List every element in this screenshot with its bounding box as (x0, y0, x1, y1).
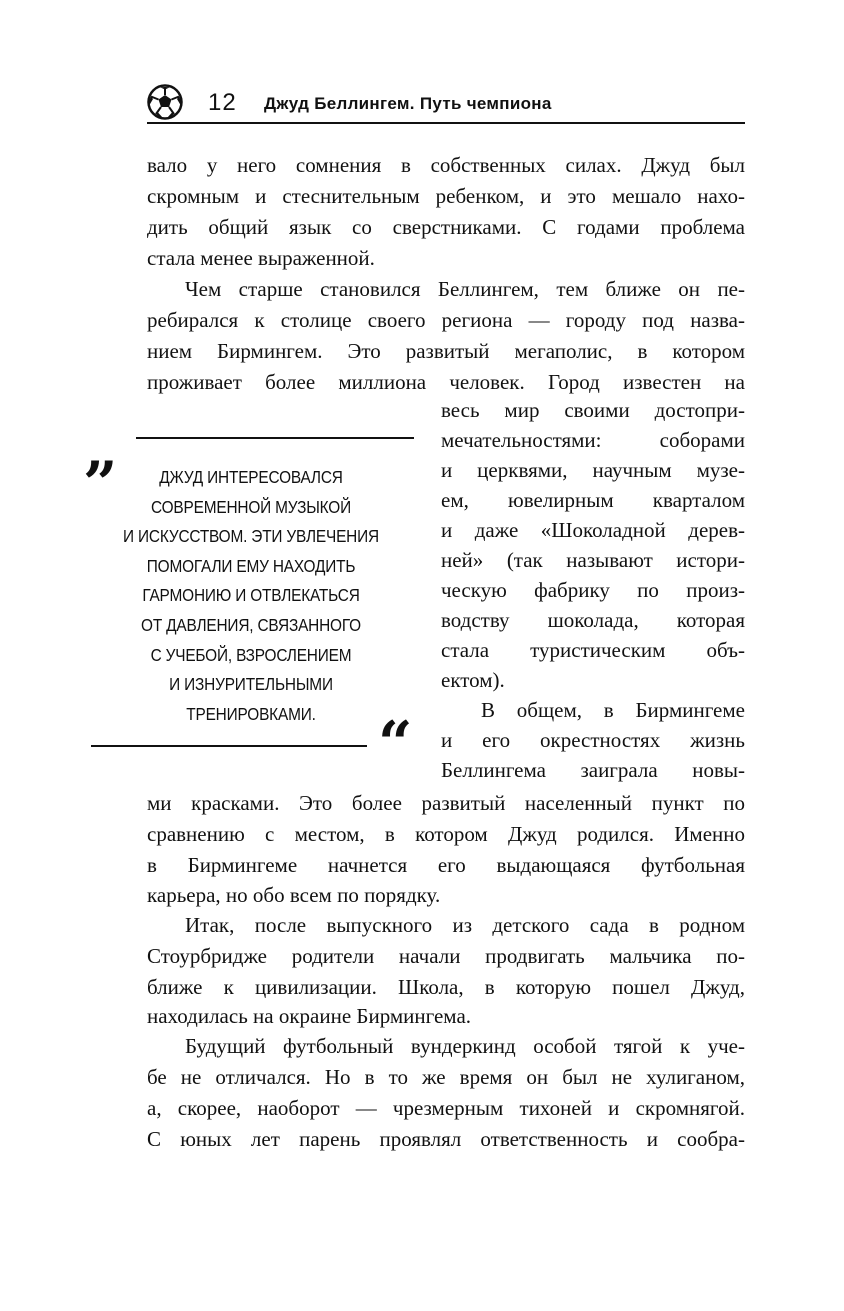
text-line: весь мир своими достопри- (441, 398, 745, 422)
quote-open-mark: „ (84, 415, 119, 485)
text-line: бе не отличался. Но в то же время он был не хулиганом, (147, 1065, 745, 1089)
text-line: ческую фабрику по произ- (441, 578, 745, 602)
text-line: В общем, в Бирмингеме (481, 698, 745, 722)
pull-quote-line: И ИЗНУРИТЕЛЬНЫМИ (169, 674, 333, 695)
text-line: ней» (так называют истори- (441, 548, 745, 572)
text-line: сравнению с местом, в котором Джуд родился. Именно (147, 822, 745, 846)
text-line: стала менее выраженной. (147, 246, 375, 270)
text-line: находилась на окраине Бирмингема. (147, 1004, 472, 1028)
pull-quote-line: ОТ ДАВЛЕНИЯ, СВЯЗАННОГО (141, 614, 361, 635)
pull-quote-line: ДЖУД ИНТЕРЕСОВАЛСЯ (159, 467, 343, 487)
text-line: водству шоколада, которая (441, 608, 745, 632)
text-line: нием Бирмингем. Это развитый мегаполис, в котором (147, 339, 745, 363)
pull-quote-line: СОВРЕМЕННОЙ МУЗЫКОЙ (151, 496, 351, 517)
text-line: в Бирмингеме начнется его выдающаяся футбольная (147, 853, 745, 877)
text-line: и даже «Шоколадной дерев- (441, 518, 745, 542)
text-line: и его окрестностях жизнь (441, 728, 745, 752)
text-line: вало у него сомнения в собственных силах. Джуд был (147, 153, 745, 177)
text-line: С юных лет парень проявлял ответственность и сообра- (147, 1127, 745, 1151)
football-icon (147, 84, 183, 120)
running-title: Джуд Беллингем. Путь чемпиона (264, 94, 552, 113)
text-line: ектом). (441, 668, 505, 692)
text-line: мечательностями: соборами (441, 428, 745, 452)
text-line: скромным и стеснительным ребенком, и это мешало нахо- (147, 184, 745, 208)
pull-quote (115, 463, 388, 729)
text-line: стала туристическим объ- (441, 638, 745, 662)
text-line: проживает более миллиона человек. Город известен на (147, 370, 745, 394)
pull-quote-line: ТРЕНИРОВКАМИ. (186, 703, 316, 724)
pull-quote-line: И ИСКУССТВОМ. ЭТИ УВЛЕЧЕНИЯ (123, 526, 379, 547)
text-line: а, скорее, наоборот — чрезмерным тихоней и скромнягой. (147, 1096, 745, 1120)
text-line: дить общий язык со сверстниками. С годами проблема (147, 215, 745, 239)
page-number: 12 (208, 89, 237, 116)
text-line: карьера, но обо всем по порядку. (147, 883, 441, 907)
text-line: ближе к цивилизации. Школа, в которую пошел Джуд, (147, 975, 745, 999)
text-line: ми красками. Это более развитый населенный пункт по (147, 791, 745, 815)
text-line: Будущий футбольный вундеркинд особой тягой к уче- (185, 1034, 745, 1058)
quote-rule-top (136, 437, 414, 439)
text-line: ребирался к столице своего региона — городу под назва- (147, 308, 745, 332)
text-line: Чем старше становился Беллингем, тем ближе он пе- (185, 277, 745, 301)
pull-quote-line: ПОМОГАЛИ ЕМУ НАХОДИТЬ (146, 555, 356, 576)
text-line: Стоурбридже родители начали продвигать мальчика по- (147, 944, 745, 968)
pull-quote-line: ГАРМОНИЮ И ОТВЛЕКАТЬСЯ (142, 585, 360, 606)
text-line: и церквями, научным музе- (441, 458, 745, 482)
text-line: ем, ювелирным кварталом (441, 488, 745, 512)
text-line: Итак, после выпускного из детского сада в родном (185, 913, 745, 937)
header-rule (147, 122, 745, 124)
quote-close-mark: “ (378, 709, 413, 779)
quote-rule-bottom (91, 745, 367, 747)
pull-quote-line: С УЧЕБОЙ, ВЗРОСЛЕНИЕМ (150, 644, 352, 665)
text-line: Беллингема заиграла новы- (441, 758, 745, 782)
